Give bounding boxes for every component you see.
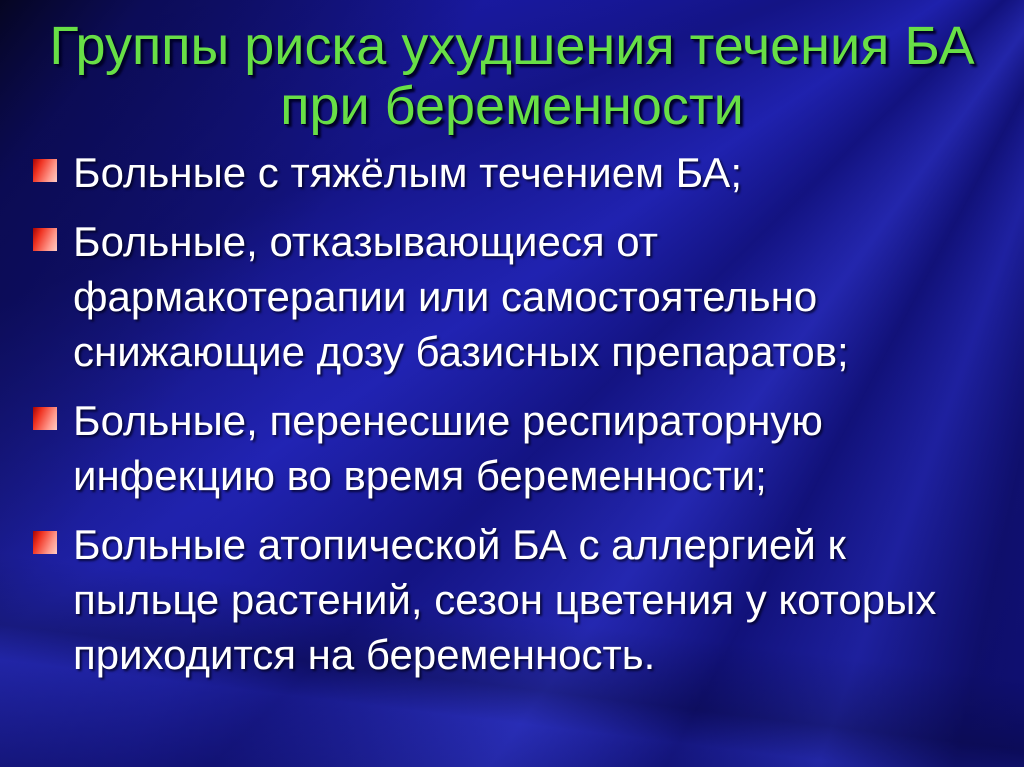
list-item	[33, 214, 950, 379]
bullet-square-icon	[33, 228, 57, 251]
list-item	[33, 393, 950, 503]
slide-title-line1: Группы риска ухудшения течения БА	[49, 16, 975, 76]
bullet-square-icon	[33, 531, 57, 554]
bullet-list	[0, 145, 1024, 682]
bullet-text: Больные с тяжёлым течением БА;	[73, 149, 742, 196]
list-item	[33, 517, 950, 682]
bullet-square-icon	[33, 159, 57, 182]
slide-title	[0, 0, 1024, 136]
bullet-text: Больные атопической БА с аллергией к пыльце растений, сезон цветения у которых приходится на беременность.	[73, 521, 937, 678]
list-item	[33, 145, 950, 200]
bullet-text: Больные, отказывающиеся от фармакотерапии или самостоятельно снижающие дозу базисных препаратов;	[73, 218, 849, 375]
slide-title-line2: при беременности	[280, 76, 744, 136]
bullet-square-icon	[33, 407, 57, 430]
bullet-text: Больные, перенесшие респираторную инфекцию во время беременности;	[73, 397, 823, 499]
